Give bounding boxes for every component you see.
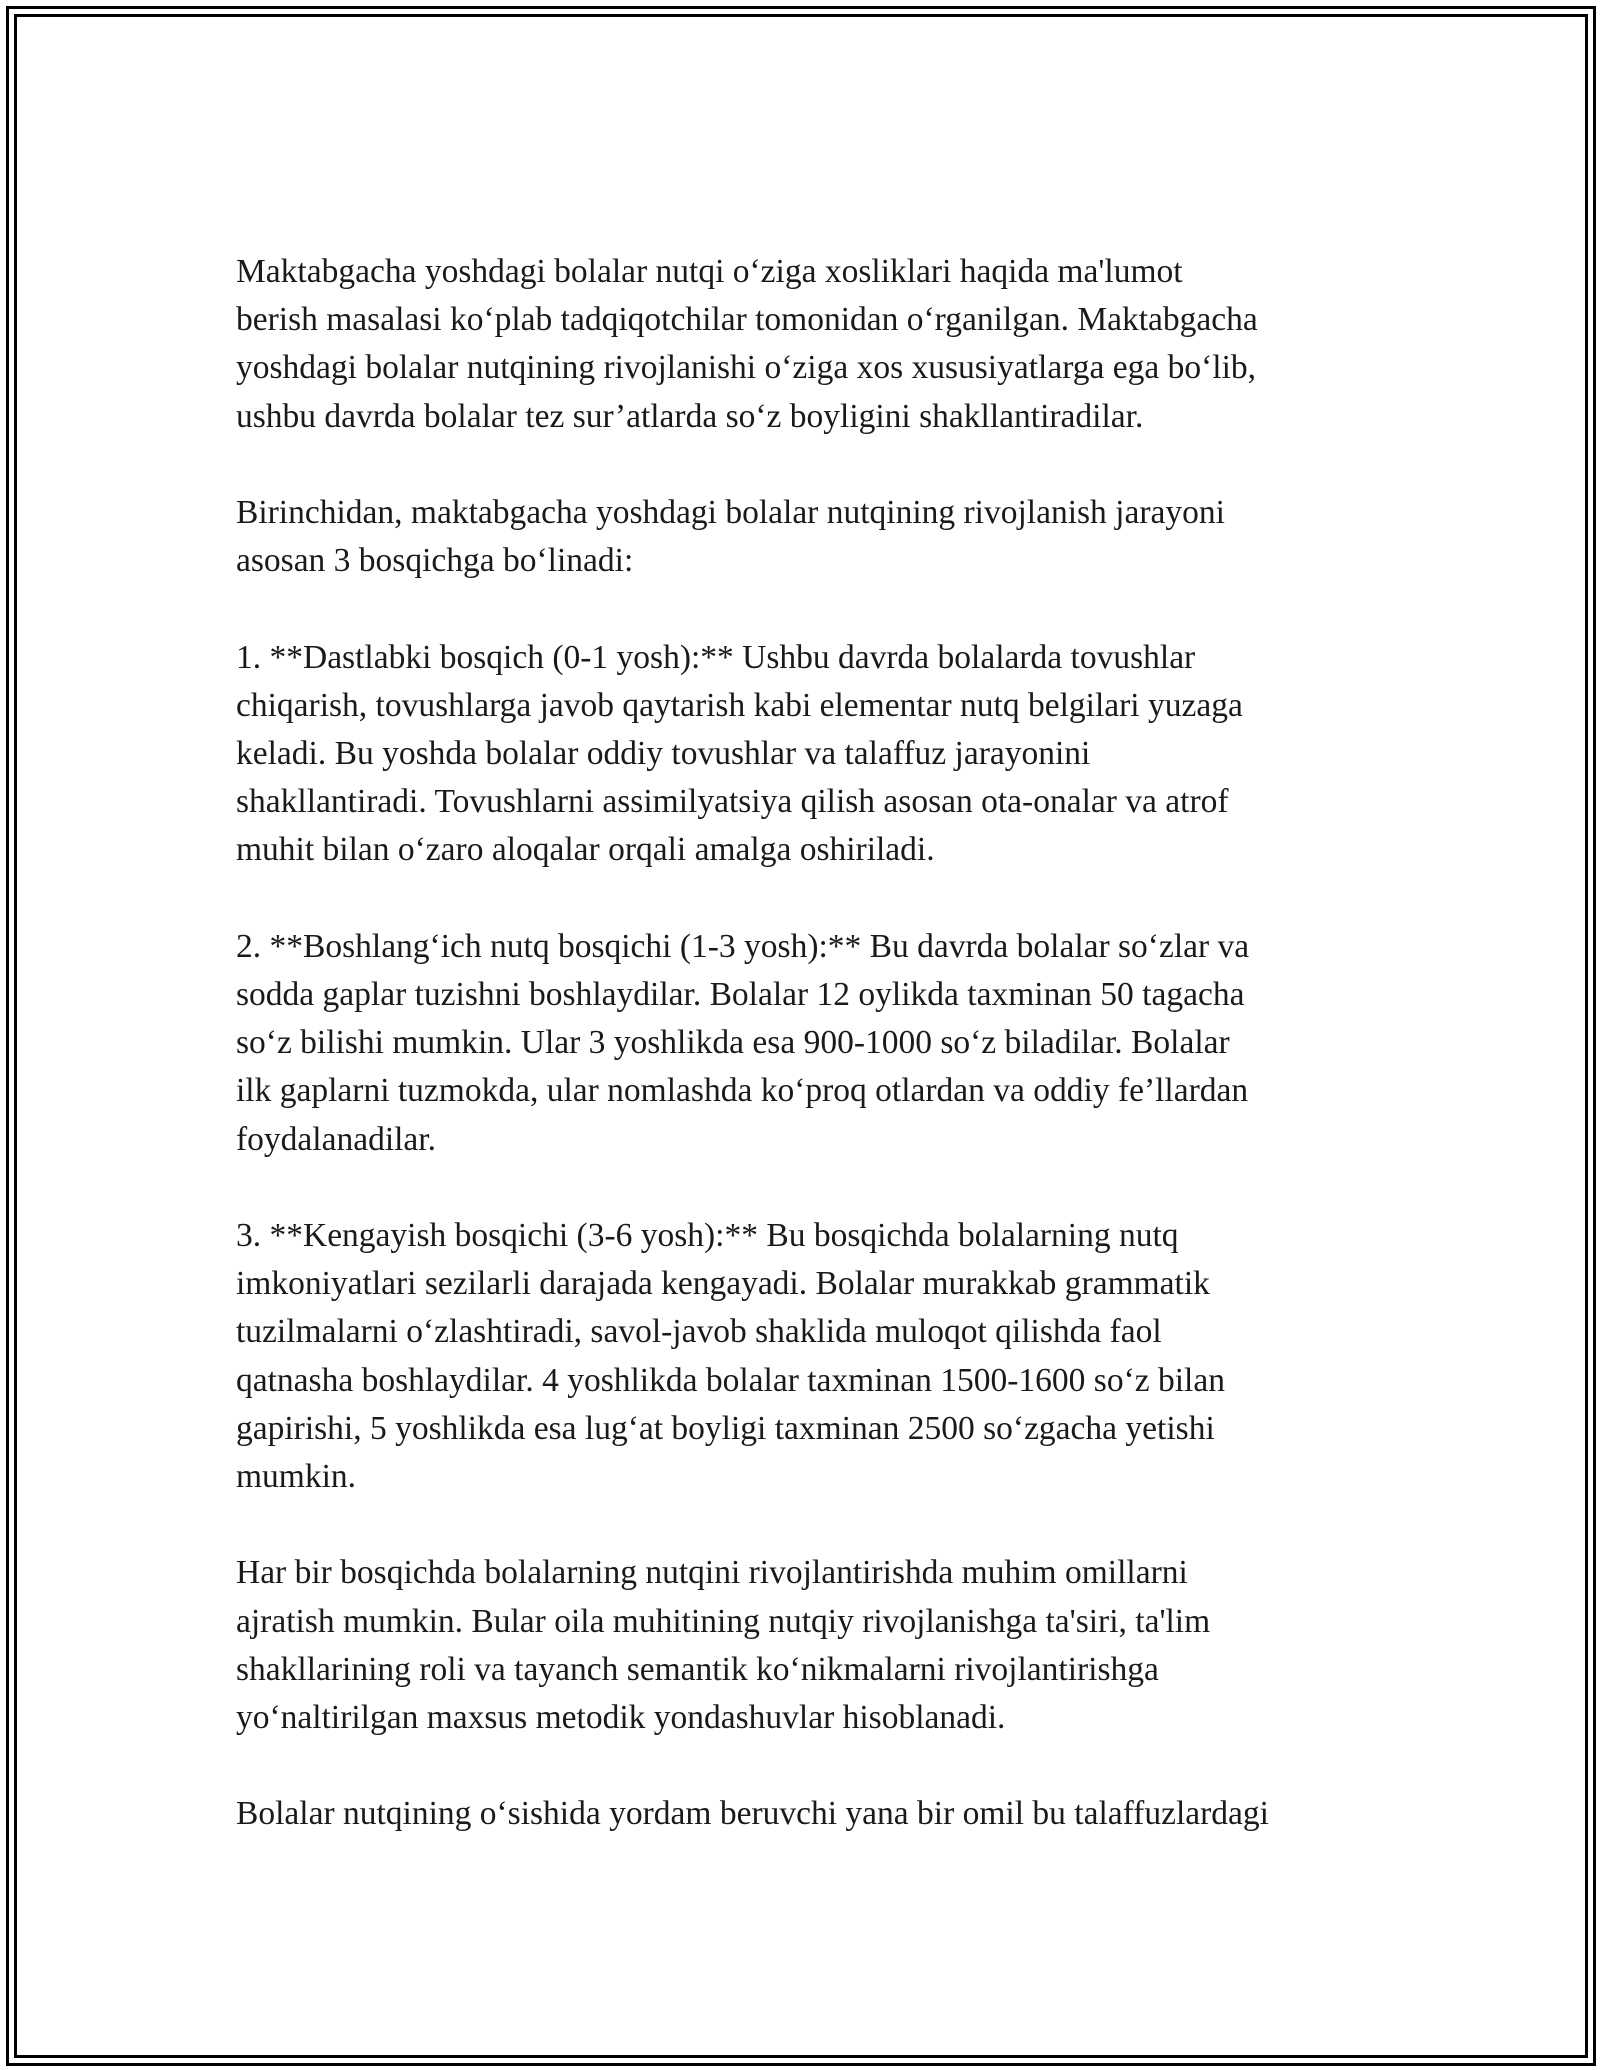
- text-line: muhit bilan o‘zaro aloqalar orqali amalga oshiriladi.: [236, 831, 935, 869]
- text-line: shakllantiradi. Tovushlarni assimilyatsiya qilish asosan ota-onalar va atrof: [236, 783, 1229, 821]
- text-line: sodda gaplar tuzishni boshlaydilar. Bolalar 12 oylikda taxminan 50 tagacha: [236, 976, 1245, 1013]
- text-line: Bolalar nutqining o‘sishida yordam beruvchi yana bir omil bu talaffuzlardagi: [236, 1795, 1269, 1833]
- text-line: yoshdagi bolalar nutqining rivojlanishi o‘ziga xos xususiyatlarga ega bo‘lib,: [236, 349, 1257, 387]
- text-line: yo‘naltirilgan maxsus metodik yondashuvlar hisoblanadi.: [236, 1699, 1006, 1737]
- paragraph-closing: [236, 1790, 1386, 1838]
- text-line: qatnasha boshlaydilar. 4 yoshlikda bolalar taxminan 1500-1600 so‘z bilan: [236, 1361, 1225, 1399]
- text-line: tuzilmalarni o‘zlashtiradi, savol-javob shaklida muloqot qilishda faol: [236, 1313, 1162, 1351]
- paragraph-stage-2: [236, 923, 1386, 1164]
- paragraph-stage-3: [236, 1212, 1386, 1501]
- text-line: ajratish mumkin. Bular oila muhitining nutqiy rivojlanishga ta'siri, ta'lim: [236, 1602, 1211, 1640]
- text-line: 1. **Dastlabki bosqich (0-1 yosh):** Ushbu davrda bolalarda tovushlar: [236, 638, 1196, 676]
- text-line: shakllarining roli va tayanch semantik ko‘nikmalarni rivojlantirishga: [236, 1650, 1159, 1688]
- paragraph-intro: [236, 248, 1386, 441]
- paragraph-stage-1: [236, 634, 1386, 875]
- paragraph-factors: [236, 1549, 1386, 1742]
- text-line: mumkin.: [236, 1458, 357, 1496]
- text-line: imkoniyatlari sezilarli darajada kengayadi. Bolalar murakkab grammatik: [236, 1265, 1210, 1303]
- text-line: ushbu davrda bolalar tez sur’atlarda so‘z boyligini shakllantiradilar.: [236, 397, 1144, 435]
- text-line: foydalanadilar.: [236, 1120, 436, 1158]
- text-line: asosan 3 bosqichga bo‘linadi:: [236, 542, 634, 580]
- paragraph-stages-intro: [236, 489, 1386, 585]
- text-line: Maktabgacha yoshdagi bolalar nutqi o‘ziga xosliklari haqida ma'lumot: [236, 253, 1183, 290]
- text-line: chiqarish, tovushlarga javob qaytarish kabi elementar nutq belgilari yuzaga: [236, 686, 1243, 724]
- text-line: Har bir bosqichda bolalarning nutqini rivojlantirishda muhim omillarni: [236, 1554, 1188, 1592]
- text-line: keladi. Bu yoshda bolalar oddiy tovushlar va talaffuz jarayonini: [236, 735, 1091, 772]
- text-line: 3. **Kengayish bosqichi (3-6 yosh):** Bu bosqichda bolalarning nutq: [236, 1217, 1179, 1254]
- text-line: so‘z bilishi mumkin. Ular 3 yoshlikda esa 900-1000 so‘z biladilar. Bolalar: [236, 1024, 1230, 1062]
- text-line: gapirishi, 5 yoshlikda esa lug‘at boyligi taxminan 2500 so‘zgacha yetishi: [236, 1409, 1215, 1447]
- document-body: [236, 248, 1386, 1887]
- text-line: 2. **Boshlang‘ich nutq bosqichi (1-3 yosh):** Bu davrda bolalar so‘zlar va: [236, 927, 1250, 965]
- text-line: ilk gaplarni tuzmokda, ular nomlashda ko‘proq otlardan va oddiy fe’llardan: [236, 1072, 1249, 1110]
- text-line: Birinchidan, maktabgacha yoshdagi bolalar nutqining rivojlanish jarayoni: [236, 494, 1225, 531]
- text-line: berish masalasi ko‘plab tadqiqotchilar tomonidan o‘rganilgan. Maktabgacha: [236, 301, 1258, 339]
